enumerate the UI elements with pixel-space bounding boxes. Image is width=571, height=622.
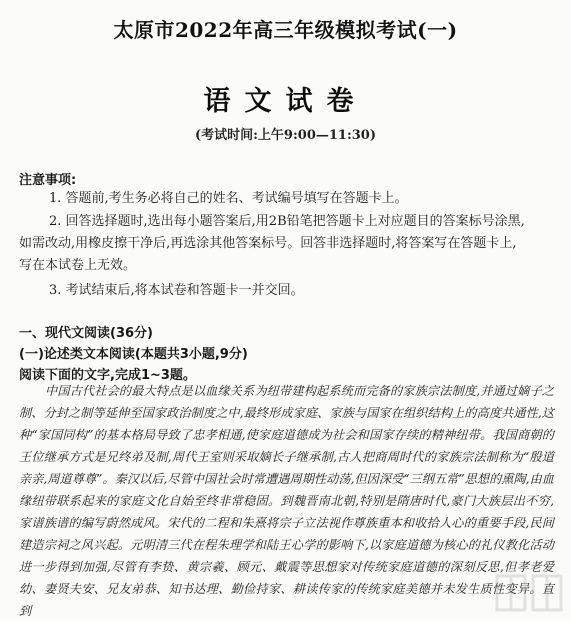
reading-instruction: 阅读下面的文字,完成1~3题。: [19, 368, 196, 383]
note-item-2-line-3: 写在本试卷上无效。: [19, 258, 137, 273]
subject-title: 语文试卷: [203, 86, 368, 117]
note-item-2-line-1: 2. 回答选择题时,选出每小题答案后,用2B铅笔把答题卡上对应题目的答案标号涂黑,: [49, 214, 525, 229]
exam-time: (考试时间:上午9:00—11:30): [194, 128, 377, 143]
exam-title: 太原市2022年高三年级模拟考试(一): [113, 18, 458, 42]
note-item-1: 1. 答题前,考生务必将自己的姓名、考试编号填写在答题卡上。: [49, 191, 408, 206]
notes-heading: 注意事项:: [19, 173, 77, 188]
note-item-2-line-2: 如需改动,用橡皮擦干净后,再选涂其他答案标号。回答非选择题时,将答案写在答题卡上,: [19, 236, 517, 251]
watermark-logo-icon: [495, 572, 565, 614]
note-item-3: 3. 考试结束后,将本试卷和答题卡一并交回。: [49, 283, 304, 298]
reading-passage: 中国古代社会的最大特点是以血缘关系为纽带建构起系统而完备的家族宗法制度,并通过嫡子之制、分封之制等延伸至国家政治制度之中,最终形成家庭、家族与国家在组织结构上的高度共通性,这种“家国同构”的基本格局导致了忠孝相通,使家庭道德成为社会和国家存续的精神纽带。我国商朝的王位继承方式是兄终弟及制,周代王室则采取嫡长子继承制,古人把商周时代的家族宗法制称为“殷道亲亲,周道尊尊”。秦汉以后,尽管中国社会时常遭遇周期性动荡,但因深受“三纲五常”思想的熏陶,由血缘纽带联系起来的家庭文化自始至终非常稳固。到魏晋南北朝,特别是隋唐时代,豪门大族层出不穷,家谱族谱的编写蔚然成风。宋代的二程和朱熹将宗子立法视作尊族重本和收拾人心的重要手段,民间建造宗祠之风兴起。元明清三代在程朱理学和陆王心学的影响下,以家庭道德为核心的礼仪教化活动进一步得到加强,尽管有李贽、黄宗羲、顾元、戴震等思想家对传统家庭道德的深刻反思,但孝老爱幼、妻贤夫安、兄友弟恭、知书达理、勤俭持家、耕读传家的传统家庭美德并未发生质性变异。直到: [19, 384, 554, 618]
section-heading-sub1: (一)论述类文本阅读(本题共3小题,9分): [19, 347, 248, 362]
section-heading-part1: 一、现代文阅读(36分): [19, 326, 153, 341]
